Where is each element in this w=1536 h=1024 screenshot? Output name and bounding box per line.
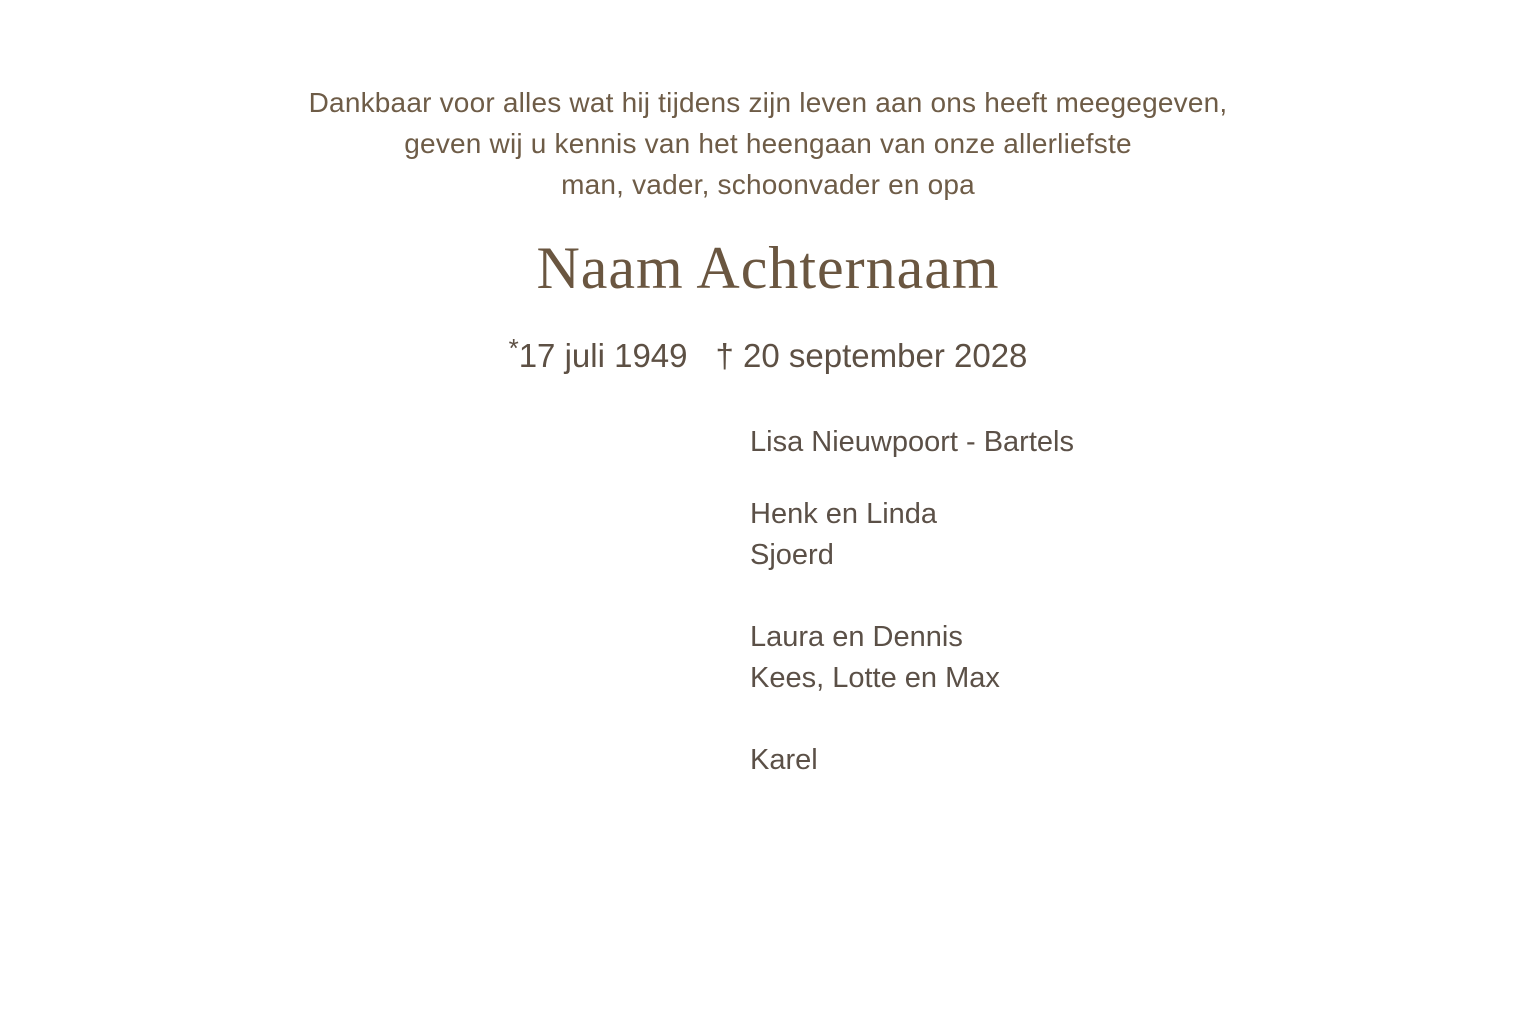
family-list [750,422,1074,781]
family-member: Kees, Lotte en Max [750,662,1000,694]
family-spouse-group [750,422,1074,463]
intro-line-3: man, vader, schoonvader en opa [561,169,975,200]
spouse-name: Lisa Nieuwpoort - Bartels [750,426,1074,458]
family-member: Henk en Linda [750,498,938,530]
family-member: Karel [750,744,818,776]
death-date: 20 september 2028 [743,337,1028,374]
birth-date: 17 juli 1949 [518,337,688,374]
family-member: Laura en Dennis [750,621,963,653]
death-symbol: † [715,337,734,374]
family-group-1 [750,494,1074,576]
intro-line-2: geven wij u kennis van het heengaan van onze allerliefste [404,128,1132,159]
birth-symbol: * [508,333,519,363]
deceased-name: Naam Achternaam [536,235,1000,301]
intro-line-1: Dankbaar voor alles wat hij tijdens zijn leven aan ons heeft meegegeven, [308,87,1228,118]
family-group-3 [750,740,1074,781]
family-member: Sjoerd [750,539,834,571]
intro-text [0,82,1536,205]
life-dates [0,334,1536,380]
family-group-2 [750,617,1074,699]
